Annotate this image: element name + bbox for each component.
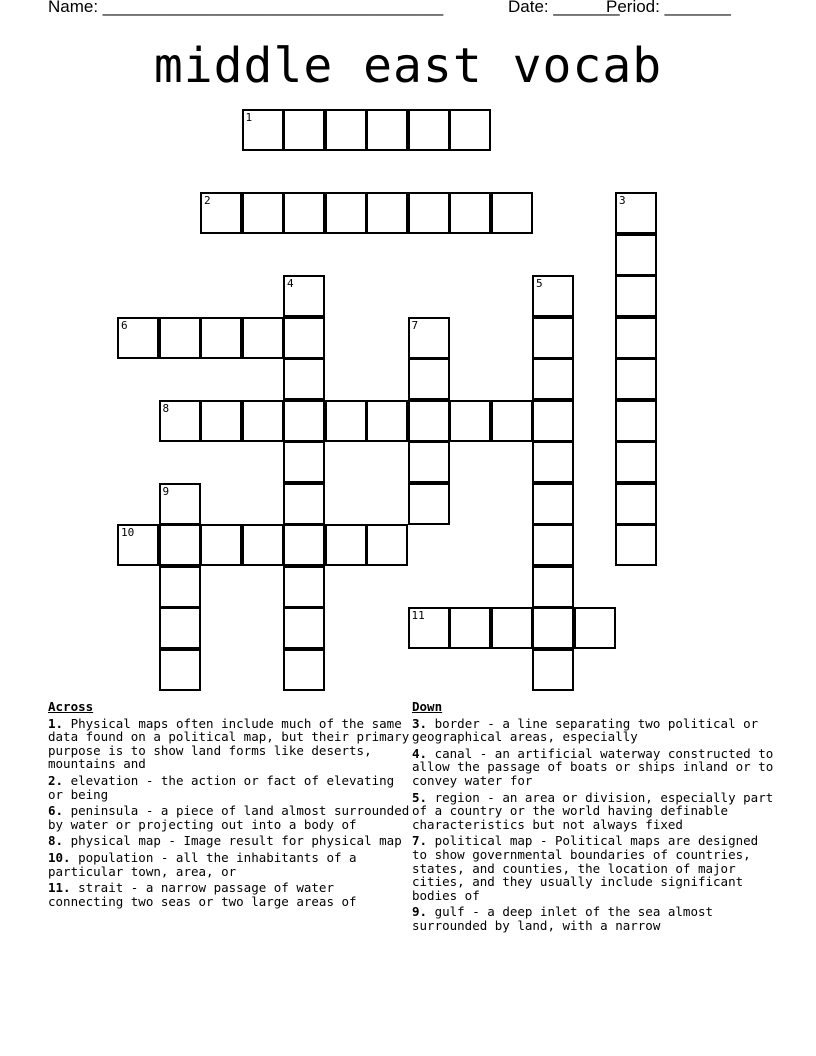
- crossword-cell[interactable]: [283, 400, 325, 442]
- clue-down-9: 9. gulf - a deep inlet of the sea almost surrounded by land, with a narrow: [412, 904, 714, 933]
- crossword-cell[interactable]: [615, 234, 657, 276]
- crossword-cell[interactable]: [283, 566, 325, 608]
- crossword-cell[interactable]: [449, 607, 491, 649]
- crossword-cell[interactable]: [325, 192, 367, 234]
- clue-across-2: 2. elevation - the action or fact of elevating or being: [48, 772, 395, 802]
- crossword-cell[interactable]: [532, 358, 574, 400]
- crossword-cell[interactable]: [283, 607, 325, 649]
- crossword-cell[interactable]: [615, 441, 657, 483]
- page-title: middle east vocab: [153, 38, 663, 94]
- crossword-cell[interactable]: [159, 649, 201, 691]
- crossword-cell[interactable]: [283, 441, 325, 483]
- crossword-cell[interactable]: [159, 566, 201, 608]
- crossword-cell[interactable]: [532, 649, 574, 691]
- crossword-cell[interactable]: [117, 524, 159, 566]
- crossword-cell[interactable]: [242, 524, 284, 566]
- crossword-cell[interactable]: [449, 109, 491, 151]
- date-field[interactable]: Date: _______: [508, 0, 620, 16]
- crossword-cell[interactable]: [242, 400, 284, 442]
- clue-number: 8: [162, 401, 170, 415]
- crossword-cell[interactable]: [283, 524, 325, 566]
- crossword-cell[interactable]: [117, 317, 159, 359]
- crossword-cell[interactable]: [283, 275, 325, 317]
- crossword-cell[interactable]: [408, 317, 450, 359]
- crossword-cell[interactable]: [615, 317, 657, 359]
- crossword-cell[interactable]: [366, 400, 408, 442]
- crossword-cell[interactable]: [532, 566, 574, 608]
- crossword-cell[interactable]: [615, 358, 657, 400]
- down-clues: [412, 700, 774, 936]
- crossword-cell[interactable]: [242, 192, 284, 234]
- crossword-cell[interactable]: [532, 400, 574, 442]
- crossword-cell[interactable]: [408, 109, 450, 151]
- crossword-cell[interactable]: [283, 317, 325, 359]
- crossword-cell[interactable]: [283, 483, 325, 525]
- crossword-cell[interactable]: [325, 109, 367, 151]
- crossword-cell[interactable]: [159, 317, 201, 359]
- crossword-cell[interactable]: [159, 524, 201, 566]
- clue-number: 6: [121, 318, 128, 332]
- crossword-cell[interactable]: [200, 400, 242, 442]
- clue-down-4: 4. canal - an artificial waterway constructed to allow the passage of boats or ships inland or to convey water for: [412, 745, 774, 788]
- crossword-cell[interactable]: [532, 441, 574, 483]
- crossword-cell[interactable]: [283, 649, 325, 691]
- crossword-cell[interactable]: [366, 192, 408, 234]
- clue-number: 1: [245, 111, 253, 124]
- crossword-cell[interactable]: [615, 524, 657, 566]
- crossword-cell[interactable]: [491, 192, 533, 234]
- crossword-cell[interactable]: [615, 400, 657, 442]
- clue-across-8: 8. physical map - Image result for physical map: [48, 833, 402, 849]
- crossword-cell[interactable]: [242, 317, 284, 359]
- clue-across-1: 1. Physical maps often include much of the same data found on a political map, but their primary purpose is to show land forms like deserts, mountains and: [48, 715, 410, 772]
- crossword-cell[interactable]: [159, 607, 201, 649]
- crossword-cell[interactable]: [242, 109, 284, 151]
- crossword-cell[interactable]: [532, 317, 574, 359]
- crossword-cell[interactable]: [159, 400, 201, 442]
- crossword-cell[interactable]: [408, 358, 450, 400]
- crossword-cell[interactable]: [159, 483, 201, 525]
- crossword-cell[interactable]: [574, 607, 616, 649]
- crossword-cell[interactable]: [325, 524, 367, 566]
- clue-across-10: 10. population - all the inhabitants of a particular town, area, or: [48, 849, 357, 879]
- crossword-cell[interactable]: [366, 109, 408, 151]
- crossword-cell[interactable]: [532, 524, 574, 566]
- clue-number: 9: [162, 484, 170, 498]
- crossword-cell[interactable]: [615, 192, 657, 234]
- clue-number: 3: [619, 194, 626, 207]
- crossword-cell[interactable]: [325, 400, 367, 442]
- name-field[interactable]: Name: ____________________________________: [48, 0, 444, 16]
- crossword-cell[interactable]: [532, 483, 574, 525]
- crossword-cell[interactable]: [408, 441, 450, 483]
- clue-down-3: 3. border - a line separating two political or geographical areas, especially: [412, 715, 759, 745]
- crossword-cell[interactable]: [200, 317, 242, 359]
- crossword-cell[interactable]: [615, 275, 657, 317]
- clue-number: 2: [204, 194, 211, 207]
- across-heading: Across: [48, 699, 94, 714]
- crossword-cell[interactable]: [491, 400, 533, 442]
- crossword-cell[interactable]: [615, 483, 657, 525]
- crossword-cell[interactable]: [283, 192, 325, 234]
- crossword-cell[interactable]: [408, 400, 450, 442]
- clue-number: 5: [536, 277, 543, 290]
- crossword-cell[interactable]: [532, 275, 574, 317]
- clue-number: 7: [411, 318, 419, 332]
- crossword-cell[interactable]: [200, 524, 242, 566]
- across-clues: [48, 700, 410, 911]
- period-field[interactable]: Period: _______: [606, 0, 731, 16]
- crossword-cell[interactable]: [366, 524, 408, 566]
- crossword-cell[interactable]: [449, 400, 491, 442]
- clue-number: 11: [411, 609, 425, 622]
- crossword-cell[interactable]: [408, 483, 450, 525]
- crossword-cell[interactable]: [283, 109, 325, 151]
- crossword-cell[interactable]: [283, 358, 325, 400]
- clue-across-6: 6. peninsula - a piece of land almost surrounded by water or projecting out into a body of: [48, 803, 410, 832]
- clue-down-7: 7. political map - Political maps are designed to show governmental boundaries of countries, states, and counties, the location of major cities, and they usually include significant bodies of: [412, 833, 759, 903]
- crossword-cell[interactable]: [200, 192, 242, 234]
- crossword-cell[interactable]: [408, 607, 450, 649]
- down-heading: Down: [412, 699, 443, 714]
- crossword-cell[interactable]: [491, 607, 533, 649]
- clue-number: 10: [121, 526, 135, 539]
- crossword-cell[interactable]: [408, 192, 450, 234]
- clue-across-11: 11. strait - a narrow passage of water connecting two seas or two large areas of: [48, 880, 357, 909]
- clue-down-5: 5. region - an area or division, especially part of a country or the world having definable characteristics but not always fixed: [412, 789, 774, 832]
- crossword-cell[interactable]: [449, 192, 491, 234]
- clue-number: 4: [287, 277, 294, 290]
- crossword-cell[interactable]: [532, 607, 574, 649]
